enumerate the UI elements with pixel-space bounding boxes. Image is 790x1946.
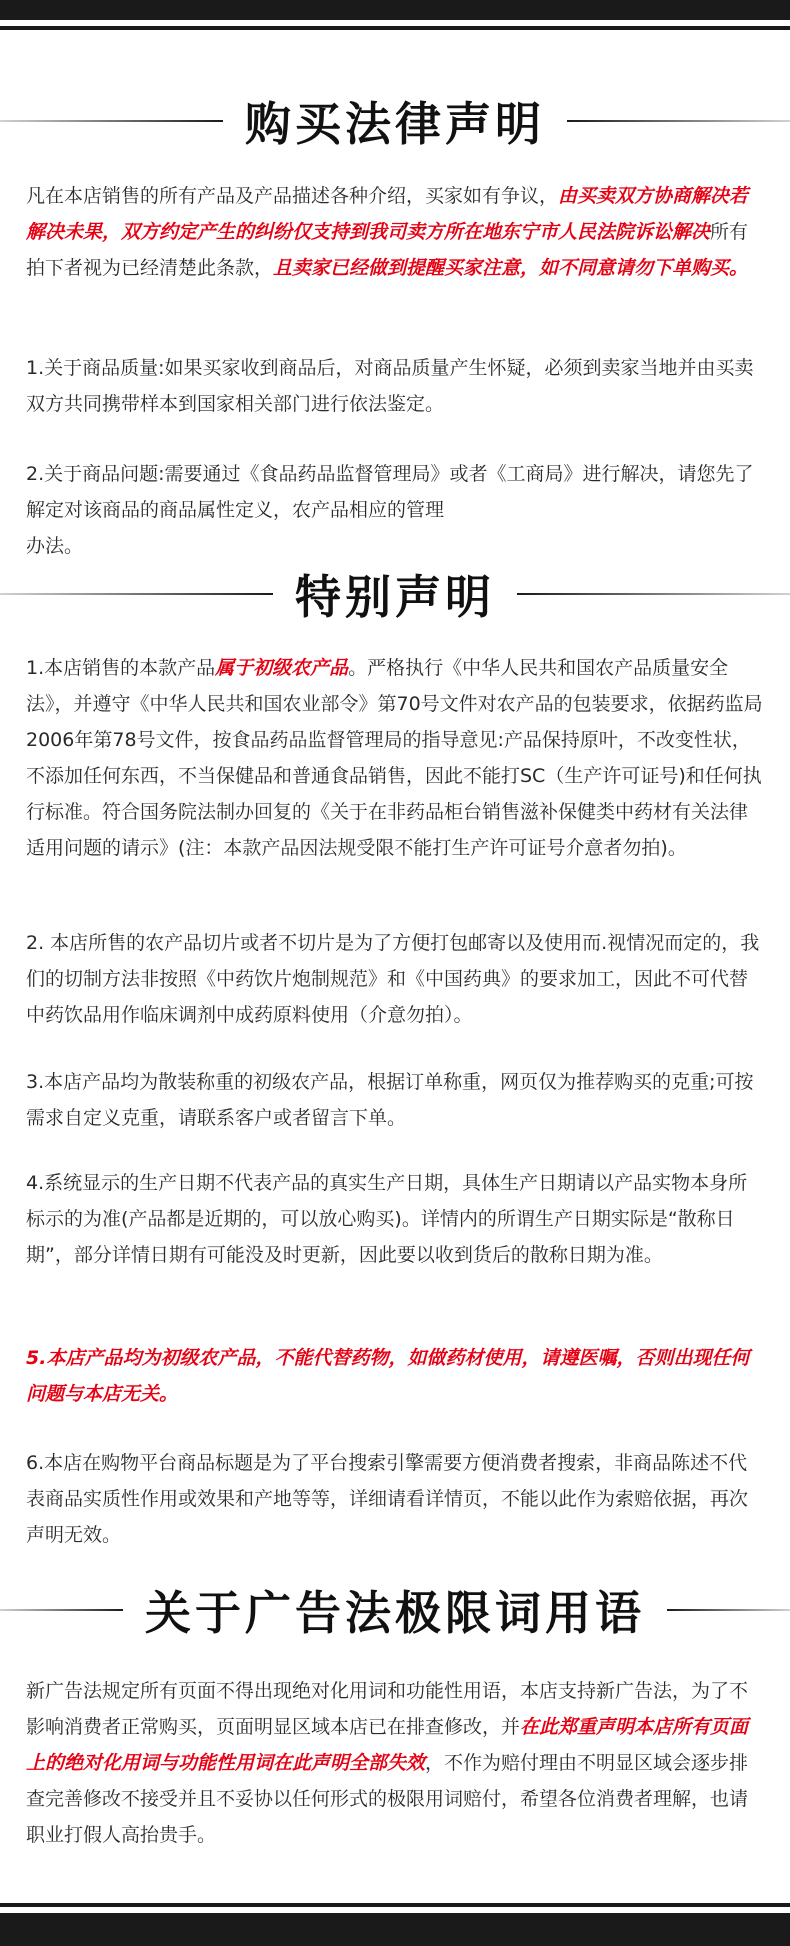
- item-text: 。严格执行《中华人民共和国农产品质量安全法》，并遵守《中华人民共和国农业部令》第70号文件对农产品的包装要求，依据药监局2006年第78号文件，按食品药品监督管理局的指导意见:产品保持原叶，不改变性状，不添加任何东西，不当保健品和普通食品销售，因此不能打SC（生产许可证号)和任何执行标准。符合国务院法制办回复的《关于在非药品柜台销售滋补保健类中药材有关法律适用问题的请示》(注：本款产品因法规受限不能打生产许可证号介意者勿拍)。: [26, 657, 763, 859]
- ad-law-paragraph: [26, 1673, 766, 1853]
- item-text: 2.关于商品问题:需要通过《食品药品监督管理局》或者《工商局》进行解决，请您先了解定对该商品的商品属性定义，农产品相应的管理: [26, 463, 754, 521]
- purchase-item-problem: [26, 456, 766, 564]
- special-item-5-warning: 5.本店产品均为初级农产品，不能代替药物，如做药材使用，请遵医嘱，否则出现任何问题与本店无关。: [26, 1347, 750, 1405]
- item-text: 1.本店销售的本款产品: [26, 657, 216, 679]
- ad-law-text: 新广告法规定所有页面不得出现绝对化用词和功能性用语，本店支持新广告法，为了不影响消费者正常购买，页面明显区域本店已在排查修改，并: [26, 1680, 749, 1738]
- heading-rule-right: [517, 593, 790, 595]
- intro-highlight: 由买卖双方协商解决若解决未果，双方约定产生的纠纷仅支持到我司卖方所在地东宁市人民法院诉讼解决: [26, 185, 749, 243]
- intro-text: 所有拍下者视为已经清楚此条款，: [26, 221, 749, 279]
- section-heading-purchase-legal: [0, 86, 790, 156]
- section-title: 购买法律声明: [245, 97, 545, 151]
- ad-law-text: ，不作为赔付理由不明显区域会逐步排查完善修改不接受并且不妥协以任何形式的极限用词赔付，希望各位消费者理解，也请职业打假人高抬贵手。: [26, 1752, 749, 1846]
- purchase-item-quality: 1.关于商品质量:如果买家收到商品后，对商品质量产生怀疑，必须到卖家当地并由买卖双方共同携带样本到国家相关部门进行依法鉴定。: [26, 357, 754, 415]
- section-title: 特别声明: [295, 570, 495, 624]
- special-item-3: 3.本店产品均为散装称重的初级农产品，根据订单称重，网页仅为推荐购买的克重;可按需求自定义克重，请联系客户或者留言下单。: [26, 1071, 754, 1129]
- special-item-1: [26, 650, 766, 866]
- special-item-6: 6.本店在购物平台商品标题是为了平台搜索引擎需要方便消费者搜索，非商品陈述不代表商品实质性作用或效果和产地等等，详细请看详情页，不能以此作为索赔依据，再次声明无效。: [26, 1452, 749, 1546]
- heading-rule-left: [0, 120, 223, 122]
- intro-highlight: 且卖家已经做到提醒买家注意，如不同意请勿下单购买。: [273, 257, 749, 279]
- ad-law-highlight: 在此郑重声明本店所有页面上的绝对化用词与功能性用词在此声明全部失效: [26, 1716, 749, 1774]
- section-heading-special: [0, 559, 790, 629]
- special-item-4: 4.系统显示的生产日期不代表产品的真实生产日期，具体生产日期请以产品实物本身所标示的为准(产品都是近期的，可以放心购买)。详情内的所谓生产日期实际是“散称日期”，部分详情日期有可能没及时更新，因此要以收到货后的散称日期为准。: [26, 1172, 748, 1266]
- heading-rule-left: [0, 593, 273, 595]
- item-highlight: 属于初级农产品: [215, 657, 349, 679]
- heading-rule-right: [567, 120, 790, 122]
- purchase-intro-paragraph: [26, 178, 766, 286]
- item-text: 办法。: [26, 535, 84, 557]
- heading-rule-right: [667, 1609, 790, 1611]
- top-border: [0, 0, 790, 30]
- heading-rule-left: [0, 1609, 123, 1611]
- bottom-border: [0, 1903, 790, 1946]
- section-heading-ad-law: [0, 1575, 790, 1645]
- special-item-2: 2. 本店所售的农产品切片或者不切片是为了方便打包邮寄以及使用而.视情况而定的，我们的切制方法非按照《中药饮片炮制规范》和《中国药典》的要求加工，因此不可代替中药饮品用作临床调剂中成药原料使用（介意勿拍）。: [26, 932, 760, 1026]
- section-title: 关于广告法极限词用语: [145, 1586, 645, 1640]
- intro-text: 凡在本店销售的所有产品及产品描述各种介绍，买家如有争议，: [26, 185, 559, 207]
